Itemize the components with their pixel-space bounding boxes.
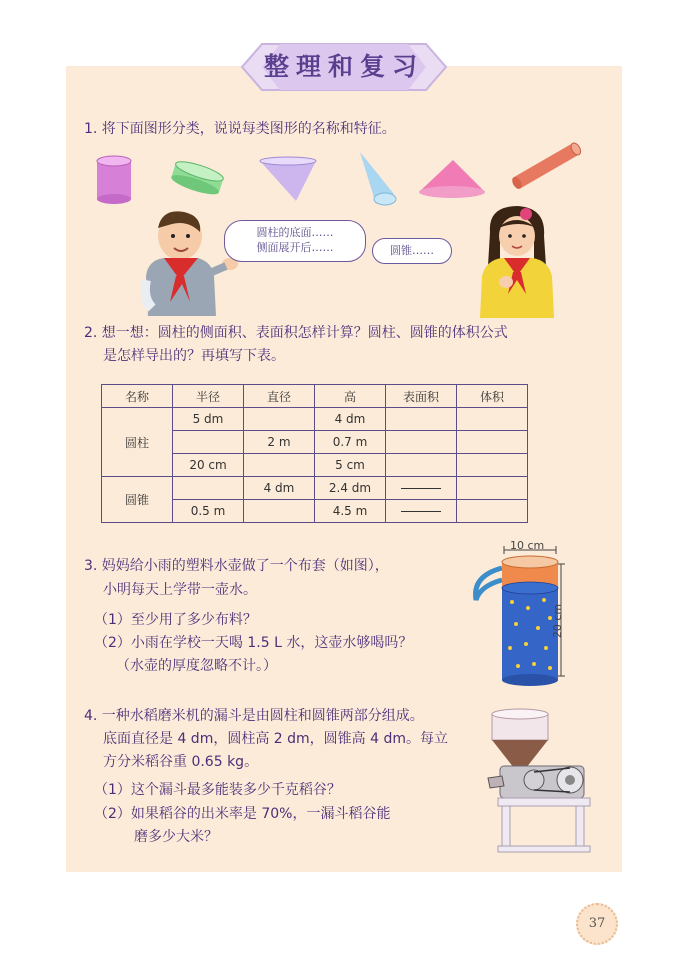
header-diameter: 直径 <box>244 385 315 408</box>
q3-sub2: （2）小雨在学校一天喝 1.5 L 水，这壶水够喝吗？ <box>94 635 413 651</box>
table-cell: 5 dm <box>173 408 244 431</box>
header-volume: 体积 <box>457 385 528 408</box>
table-cell: 4 dm <box>244 477 315 500</box>
cone-shape-purple <box>256 155 320 205</box>
bottle-height-label: 20 cm <box>551 603 565 639</box>
q4-sub1: （1）这个漏斗最多能装多少千克稻谷？ <box>94 782 341 798</box>
table-cell: 2 m <box>244 431 315 454</box>
cone-shape-pink <box>417 158 487 200</box>
table-header-row <box>102 385 528 408</box>
rice-mill-illustration <box>478 706 596 856</box>
table-cell: 20 cm <box>173 454 244 477</box>
flat-cylinder-shape <box>166 159 228 199</box>
table-cell-empty <box>386 431 457 454</box>
page-number: 37 <box>576 903 618 945</box>
q1-text: 1. 将下面图形分类，说说每类图形的名称和特征。 <box>84 121 396 137</box>
table-cell <box>244 408 315 431</box>
girl-illustration <box>476 202 558 318</box>
table-cell-empty <box>457 431 528 454</box>
q4-sub2: （2）如果稻谷的出米率是 70%，一漏斗稻谷能 <box>94 806 391 822</box>
table-cell-dash <box>386 500 457 523</box>
table-cell <box>173 431 244 454</box>
q3-sub1: （1）至少用了多少布料？ <box>94 612 257 628</box>
q4-line3: 方分米稻谷重 0.65 kg。 <box>103 754 259 770</box>
bubble-girl-text: 圆锥…… <box>390 244 434 257</box>
q2-line2: 是怎样导出的？再填写下表。 <box>103 348 285 364</box>
cylinder-label: 圆柱 <box>102 408 173 477</box>
speech-bubble-boy <box>224 220 366 262</box>
table-cell <box>173 477 244 500</box>
table-cell: 0.5 m <box>173 500 244 523</box>
q4-line1: 4. 一种水稻磨米机的漏斗是由圆柱和圆锥两部分组成。 <box>84 708 424 724</box>
q3-line1: 3. 妈妈给小雨的塑料水壶做了一个布套（如图）， <box>84 558 389 574</box>
bubble-boy-line2: 侧面展开后…… <box>256 241 334 254</box>
q3-sub2b: （水壶的厚度忽略不计。） <box>116 658 277 674</box>
bottle-diameter-label: 10 cm <box>510 539 545 552</box>
table-cell <box>244 500 315 523</box>
header-name: 名称 <box>102 385 173 408</box>
table-row <box>102 477 528 500</box>
q3-line2: 小明每天上学带一壶水。 <box>103 582 257 598</box>
dash-line <box>401 488 441 489</box>
table-row <box>102 408 528 431</box>
table-cell: 5 cm <box>315 454 386 477</box>
page-title: 整理和复习 <box>263 52 424 81</box>
header-radius: 半径 <box>173 385 244 408</box>
dash-line <box>401 511 441 512</box>
table-cell-empty <box>457 454 528 477</box>
header-height: 高 <box>315 385 386 408</box>
q4-line2: 底面直径是 4 dm，圆柱高 2 dm，圆锥高 4 dm。每立 <box>103 731 448 747</box>
table-cell <box>244 454 315 477</box>
table-cell-empty <box>457 408 528 431</box>
cylinder-shape <box>94 154 134 206</box>
table-cell: 2.4 dm <box>315 477 386 500</box>
table-cell-empty <box>386 454 457 477</box>
table-cell: 4 dm <box>315 408 386 431</box>
table-cell-empty <box>386 408 457 431</box>
q4-sub2b: 磨多少大米？ <box>134 829 218 845</box>
rod-cylinder-shape <box>508 138 586 192</box>
bubble-boy-line1: 圆柱的底面…… <box>256 226 334 239</box>
q2-line1: 2. 想一想：圆柱的侧面积、表面积怎样计算？圆柱、圆锥的体积公式 <box>84 325 508 341</box>
header-surface-area: 表面积 <box>386 385 457 408</box>
table-cell-empty <box>457 477 528 500</box>
table-cell: 0.7 m <box>315 431 386 454</box>
table-cell-empty <box>457 500 528 523</box>
cone-label: 圆锥 <box>102 477 173 523</box>
cone-shape-blue <box>354 148 402 208</box>
table-cell-dash <box>386 477 457 500</box>
boy-illustration <box>142 206 242 316</box>
table-cell: 4.5 m <box>315 500 386 523</box>
data-table <box>101 384 528 523</box>
speech-bubble-girl <box>372 238 452 264</box>
